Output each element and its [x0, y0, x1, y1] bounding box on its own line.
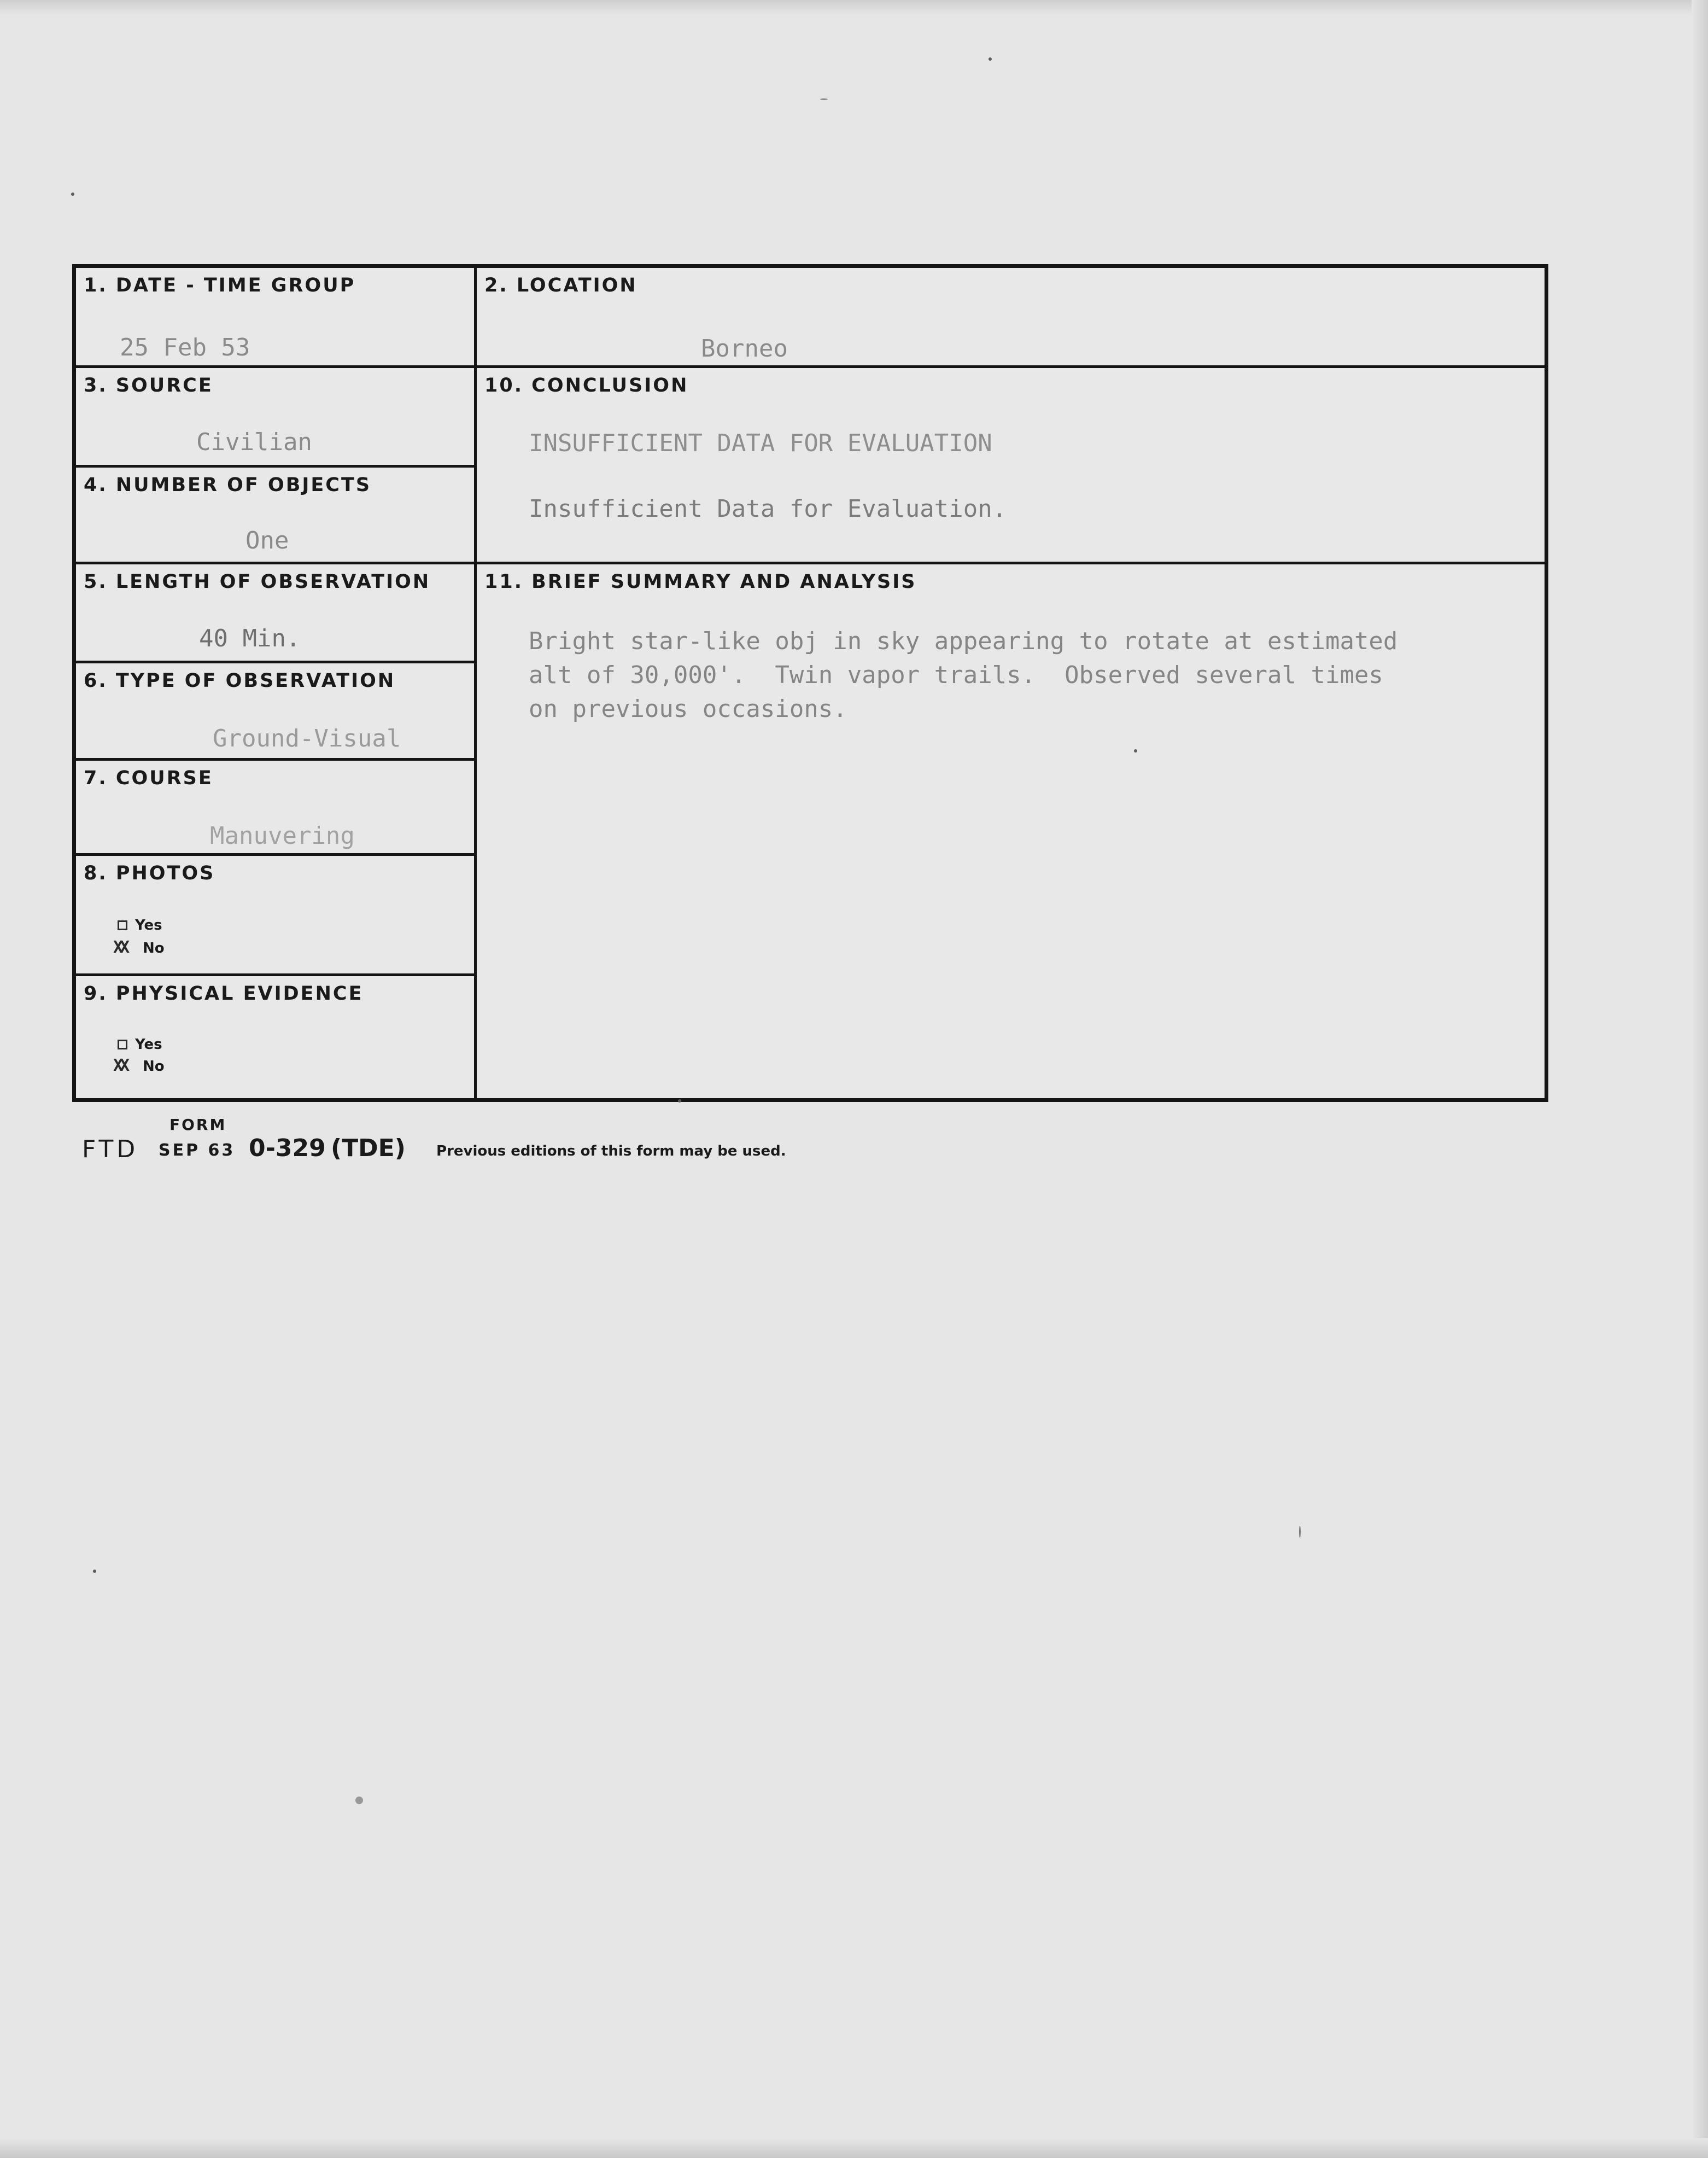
photos-yes-checkbox[interactable]	[118, 920, 127, 930]
page-edge-bottom	[0, 2138, 1708, 2158]
scan-speck	[988, 57, 992, 61]
course-label: 7. COURSE	[84, 767, 213, 789]
scan-speck	[820, 98, 828, 100]
footer-form-word: FORM	[169, 1116, 227, 1134]
date-time-group-value: 25 Feb 53	[120, 334, 250, 361]
scan-speck	[93, 1570, 96, 1573]
conclusion-line-2: Insufficient Data for Evaluation.	[529, 495, 1007, 523]
physical-evidence-no-checkbox-checked[interactable]	[113, 1059, 135, 1074]
page-edge-top	[0, 0, 1708, 15]
photos-no-checkbox-checked[interactable]	[113, 941, 135, 955]
location-value: Borneo	[701, 335, 788, 363]
physical-evidence-yes-option[interactable]	[118, 1036, 162, 1053]
scan-speck	[1299, 1526, 1301, 1538]
physical-evidence-no-option[interactable]	[113, 1058, 165, 1075]
source-value: Civilian	[196, 428, 312, 456]
course-cell	[76, 761, 474, 853]
date-time-group-label: 1. DATE - TIME GROUP	[84, 275, 356, 296]
source-label: 3. SOURCE	[84, 375, 213, 396]
course-value: Manuvering	[210, 822, 355, 850]
source-cell	[76, 368, 474, 465]
physical-evidence-no-label: No	[143, 1058, 165, 1075]
conclusion-line-1: INSUFFICIENT DATA FOR EVALUATION	[529, 429, 992, 457]
scan-speck	[355, 1797, 363, 1804]
physical-evidence-label: 9. PHYSICAL EVIDENCE	[84, 983, 364, 1005]
photos-yes-option[interactable]	[118, 917, 162, 934]
footer-date: SEP 63	[159, 1141, 236, 1160]
physical-evidence-yes-label: Yes	[135, 1036, 162, 1053]
footer-note: Previous editions of this form may be used.	[436, 1143, 786, 1159]
physical-evidence-yes-checkbox[interactable]	[118, 1040, 127, 1049]
scan-speck	[71, 193, 74, 196]
length-of-observation-cell	[76, 564, 474, 661]
footer-ftd: FTD	[82, 1135, 139, 1163]
photos-no-label: No	[143, 940, 165, 956]
photos-label: 8. PHOTOS	[84, 862, 215, 884]
summary-text: Bright star-like obj in sky appearing to rotate at estimated alt of 30,000'. Twin vapor trails. Observed several times on previous occasions.	[529, 627, 1398, 723]
location-label: 2. LOCATION	[484, 275, 637, 296]
length-of-observation-label: 5. LENGTH OF OBSERVATION	[84, 571, 431, 593]
location-cell	[477, 268, 1548, 365]
number-of-objects-cell	[76, 468, 474, 562]
photos-no-option[interactable]	[113, 940, 165, 956]
page-edge-right	[1692, 0, 1708, 2158]
physical-evidence-cell	[76, 976, 474, 1102]
conclusion-cell	[477, 368, 1548, 562]
date-time-group-cell	[76, 268, 474, 365]
scan-speck	[678, 1099, 681, 1103]
ufo-report-form	[72, 264, 1548, 1102]
summary-cell	[477, 564, 1548, 1102]
length-of-observation-value: 40 Min.	[199, 625, 301, 652]
type-of-observation-label: 6. TYPE OF OBSERVATION	[84, 670, 396, 692]
number-of-objects-label: 4. NUMBER OF OBJECTS	[84, 474, 372, 496]
number-of-objects-value: One	[245, 527, 289, 555]
form-footer	[82, 1116, 1066, 1170]
photos-cell	[76, 856, 474, 973]
footer-form-number: 0-329	[249, 1134, 326, 1162]
scan-speck	[1134, 749, 1137, 753]
type-of-observation-value: Ground-Visual	[213, 725, 401, 753]
photos-yes-label: Yes	[135, 917, 162, 934]
footer-office: (TDE)	[331, 1134, 406, 1162]
conclusion-label: 10. CONCLUSION	[484, 375, 689, 396]
summary-label: 11. BRIEF SUMMARY AND ANALYSIS	[484, 571, 917, 593]
type-of-observation-cell	[76, 663, 474, 758]
